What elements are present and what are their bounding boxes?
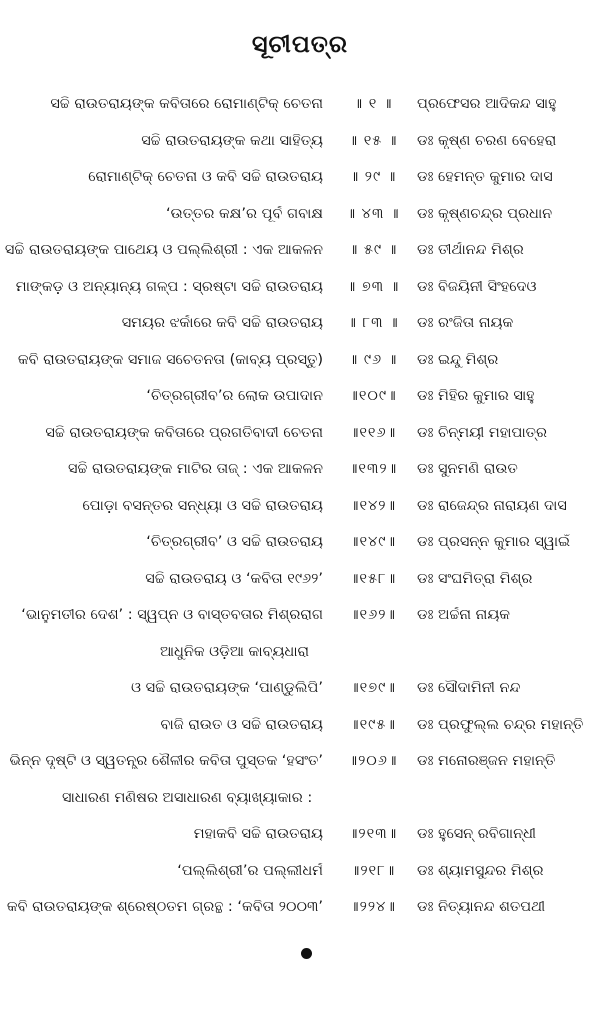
entry-page: ॥ ୧ ॥	[353, 96, 393, 113]
entry-page: ॥୨୦୬॥	[348, 753, 398, 770]
entry-author: ପ୍ରଫେସର ଆଦିକନ୍ଦ ସାହୁ	[417, 96, 557, 113]
entry-author: ଡଃ ମିହିର କୁମାର ସାହୁ	[417, 388, 535, 405]
entry-author: ଡଃ ହେମନ୍ତ କୁମାର ଦାସ	[417, 169, 553, 186]
entry-author: ଡଃ ତୀର୍ଥାନନ୍ଦ ମିଶ୍ର	[417, 242, 524, 259]
entry-page: ॥ ୨୯ ॥	[349, 169, 397, 186]
entry-author: ଡଃ ନିତ୍ୟାନନ୍ଦ ଶତପଥୀ	[417, 899, 546, 916]
entry-page: ॥୧୪୯॥	[349, 534, 397, 551]
toc-entry	[0, 159, 600, 196]
entry-title: ସଚ୍ଚି ରାଉତରାୟଙ୍କ ମାଟିର ତାଜ୍ : ଏକ ଆକଳନ	[68, 461, 323, 478]
entry-title: କବି ରାଉତରାୟଙ୍କ ସମାଜ ସଚେତନତା (କାବ୍ୟ ପ୍ରସ୍ତୁ)	[17, 351, 323, 368]
entry-title: ବାଜି ରାଉତ ଓ ସଚ୍ଚି ରାଉତରାୟ	[160, 716, 323, 733]
entry-page: ॥୨୧୮॥	[350, 862, 396, 879]
toc-entry	[0, 597, 600, 634]
entry-page: ॥୧୧୬॥	[349, 424, 397, 441]
entry-title: ‘ଚିତ୍ରଗ୍ରୀବ’ ଓ ସଚ୍ଚି ରାଉତରାୟ	[146, 534, 323, 551]
entry-page: ॥ ୯୬ ॥	[348, 351, 398, 368]
toc-entry	[0, 415, 600, 452]
toc-entry	[0, 524, 600, 561]
toc-entry	[0, 232, 600, 269]
entry-page: ॥୨୨୪॥	[350, 899, 396, 916]
entry-title: ଆଧୁନିକ ଓଡ଼ିଆ କାବ୍ୟଧାରା	[160, 643, 310, 660]
entry-page: ॥୨୧୩॥	[348, 826, 398, 843]
entry-page: ॥୧୯୫॥	[350, 716, 396, 733]
toc-entry	[0, 269, 600, 306]
entry-title: ‘ଉତ୍ତର କକ୍ଷ’ର ପୂର୍ବ ଗବାକ୍ଷ	[166, 205, 323, 222]
toc-entry	[0, 853, 600, 890]
toc-entry	[0, 889, 600, 926]
entry-author: ଡଃ ପ୍ରଫୁଲ୍ଲ ଚନ୍ଦ୍ର ମହାନ୍ତି	[417, 716, 584, 733]
entry-title: ସଚ୍ଚି ରାଉତରାୟଙ୍କ କଥା ସାହିତ୍ୟ	[141, 132, 323, 149]
entry-title: ସାଧାରଣ ମଣିଷର ଅସାଧାରଣ ବ୍ୟାଖ୍ୟାକାର :	[62, 789, 313, 806]
entry-title: ଓ ସଚ୍ଚି ରାଉତରାୟଙ୍କ ‘ପାଣ୍ଡୁଲିପି’	[131, 680, 323, 697]
entry-author: ଡଃ ସୁନମଣି ରାଉତ	[417, 461, 518, 478]
toc-entry	[0, 816, 600, 853]
toc-entry	[0, 305, 600, 342]
entry-page: ॥୧୬୨॥	[349, 607, 397, 624]
toc-entry-heading	[0, 634, 600, 671]
entry-title: ସଚ୍ଚି ରାଉତରାୟଙ୍କ କବିତାରେ ରୋମାଣ୍ଟିକ୍ ଚେତନା	[50, 96, 323, 113]
toc-entry	[0, 488, 600, 525]
entry-page: ॥ ୮୩ ॥	[347, 315, 399, 332]
toc-entry	[0, 451, 600, 488]
toc-entry	[0, 378, 600, 415]
entry-title: ସଚ୍ଚି ରାଉତରାୟଙ୍କ କବିତାରେ ପ୍ରଗତିବାଦୀ ଚେତନା	[45, 424, 323, 441]
toc-entry	[0, 707, 600, 744]
entry-title: ‘ଭାନୁମତୀର ଦେଶ’ : ସ୍ୱପ୍ନ ଓ ବାସ୍ତବତାର ମିଶ୍ରରାଗ	[21, 607, 323, 624]
toc-entry	[0, 86, 600, 123]
entry-page: ॥ ୫୯ ॥	[348, 242, 398, 259]
entry-page: ॥୧୪୨॥	[349, 497, 397, 514]
table-of-contents	[0, 86, 600, 926]
entry-title: ସଚ୍ଚି ରାଉତରାୟଙ୍କ ପାଥେୟ ଓ ପଲ୍ଲିଶ୍ରୀ : ଏକ ଆକଳନ	[4, 242, 323, 259]
entry-author: ଡଃ ପ୍ରସନ୍ନ କୁମାର ସ୍ୱାଇଁ	[417, 534, 571, 551]
toc-entry	[0, 196, 600, 233]
toc-entry	[0, 743, 600, 780]
entry-page: ॥୧୩୨॥	[348, 461, 398, 478]
entry-title: ସଚ୍ଚି ରାଉତରାୟ ଓ ‘କବିତା ୧୯୬୨’	[145, 570, 323, 587]
toc-entry	[0, 670, 600, 707]
entry-page: ॥ ୧୫ ॥	[348, 132, 398, 149]
entry-title: ସମୟର ଝର୍କାରେ କବି ସଚ୍ଚି ରାଉତରାୟ	[121, 315, 323, 332]
entry-author: ଡଃ ସୌଦାମିନୀ ନନ୍ଦ	[417, 680, 521, 697]
entry-author: ଡଃ ରାଜେନ୍ଦ୍ର ନାରାୟଣ ଦାସ	[417, 497, 567, 514]
entry-page: ॥୧୫୮॥	[349, 570, 397, 587]
entry-page: ॥ ୭୩ ॥	[346, 278, 400, 295]
page-title: ସୂଚୀପତ୍ର	[251, 30, 349, 58]
entry-author: ଡଃ ଚିନ୍ମୟୀ ମହାପାତ୍ର	[417, 424, 547, 441]
entry-author: ଡଃ ହୁସେନ୍ ରବିଗାନ୍ଧୀ	[417, 826, 537, 843]
entry-author: ଡଃ କୃଷ୍ଣଚନ୍ଦ୍ର ପ୍ରଧାନ	[417, 205, 553, 222]
entry-title: ରୋମାଣ୍ଟିକ୍ ଚେତନା ଓ କବି ସଚ୍ଚି ରାଉତରାୟ	[88, 169, 323, 186]
entry-author: ଡଃ ଅର୍ଚ୍ଚନା ନାୟକ	[417, 607, 511, 624]
entry-title: ମାଙ୍କଡ଼ ଓ ଅନ୍ୟାନ୍ୟ ଗଳ୍ପ : ସ୍ରଷ୍ଟା ସଚ୍ଚି ରାଉତରାୟ	[15, 278, 323, 295]
entry-author: ଡଃ ମନୋରଞ୍ଜନ ମହାନ୍ତି	[417, 753, 556, 770]
entry-author: ଡଃ ରଂଜିତା ନାୟକ	[417, 315, 514, 332]
entry-title: କବି ରାଉତରାୟଙ୍କ ଶ୍ରେଷ୍ଠତମ ଗ୍ରନ୍ଥ : ‘କବିତା ୨୦୦୩’	[6, 899, 323, 916]
entry-title: ‘ଚିତ୍ରଗ୍ରୀବ’ର ଲୋକ ଉପାଦାନ	[146, 388, 323, 405]
toc-entry	[0, 342, 600, 379]
entry-page: ॥ ୪୩ ॥	[346, 205, 400, 222]
entry-title: ‘ପଲ୍ଲିଶ୍ରୀ’ର ପଲ୍ଲୀଧର୍ମ	[177, 862, 323, 879]
entry-title: ଭିନ୍ନ ଦୃଷ୍ଟି ଓ ସ୍ୱତନ୍ତ୍ର ଶୈଳୀର କବିତା ପୁସ୍ତକ ‘ହସଂତ’	[9, 753, 323, 770]
entry-author: ଡଃ ଶ୍ୟାମସୁନ୍ଦର ମିଶ୍ର	[417, 862, 544, 879]
toc-entry	[0, 123, 600, 160]
footer-bullet-dot	[301, 948, 312, 959]
entry-page: ॥୧୦୯॥	[349, 388, 397, 405]
entry-author: ଡଃ ବିଜୟିନୀ ସିଂହଦେଓ	[417, 278, 537, 295]
entry-author: ଡଃ ସଂଘମିତ୍ରା ମିଶ୍ର	[417, 570, 533, 587]
entry-author: ଡଃ ଇନ୍ଦୁ ମିଶ୍ର	[417, 351, 499, 368]
entry-title: ମହାକବି ସଚ୍ଚି ରାଉତରାୟ	[193, 826, 323, 843]
toc-entry	[0, 561, 600, 598]
toc-entry-heading	[0, 780, 600, 817]
entry-page: ॥୧୭୯॥	[350, 680, 396, 697]
entry-author: ଡଃ କୃଷ୍ଣ ଚରଣ ବେହେରା	[417, 132, 557, 149]
entry-title: ପୋଡ଼ା ବସନ୍ତର ସନ୍ଧ୍ୟା ଓ ସଚ୍ଚି ରାଉତରାୟ	[82, 497, 323, 514]
